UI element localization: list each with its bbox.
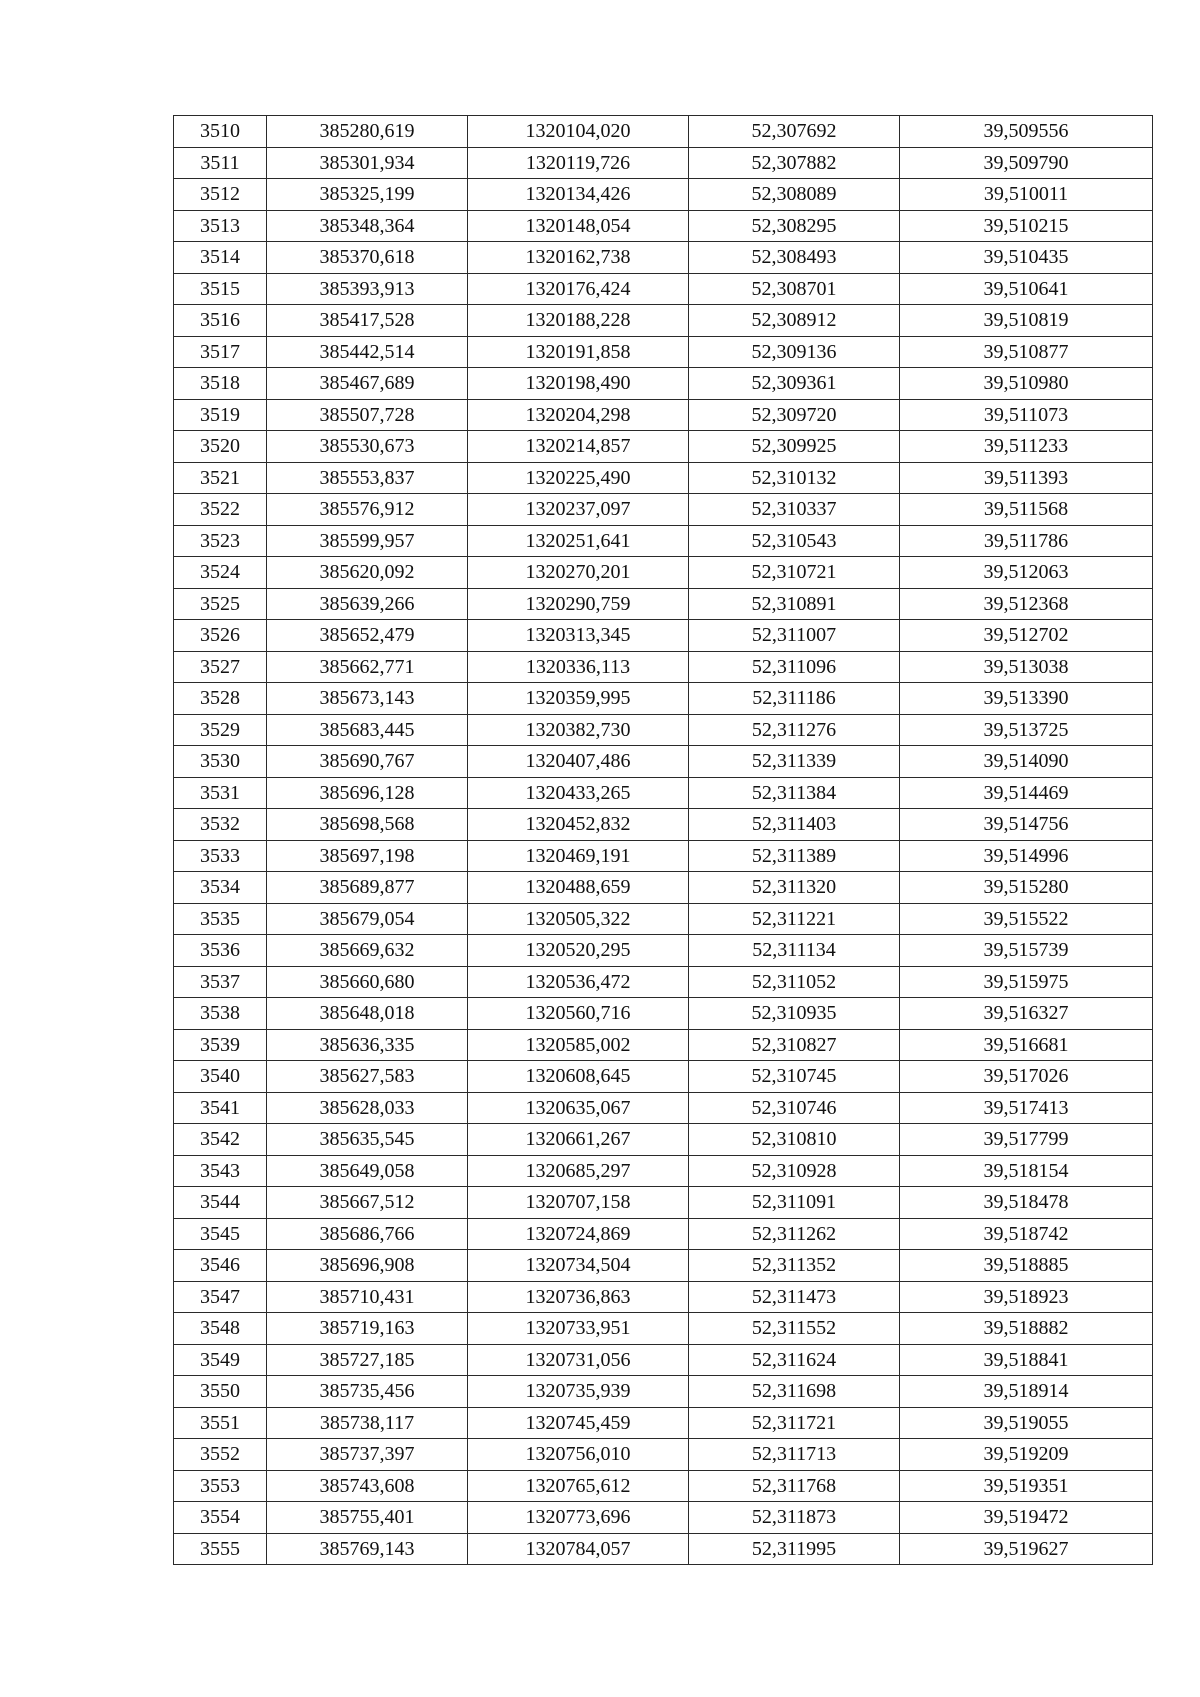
table-row [174, 872, 1153, 904]
table-row [174, 494, 1153, 526]
longitude-cell: 39,510011 [900, 179, 1153, 211]
point-number-cell: 3528 [174, 683, 267, 715]
longitude-cell: 39,512702 [900, 620, 1153, 652]
table-row [174, 1502, 1153, 1534]
point-number-cell: 3521 [174, 462, 267, 494]
x-coordinate-cell: 385727,185 [267, 1344, 468, 1376]
point-number-cell: 3526 [174, 620, 267, 652]
x-coordinate-cell: 385743,608 [267, 1470, 468, 1502]
table-row [174, 746, 1153, 778]
table-row [174, 431, 1153, 463]
y-coordinate-cell: 1320407,486 [468, 746, 689, 778]
x-coordinate-cell: 385667,512 [267, 1187, 468, 1219]
latitude-cell: 52,310337 [689, 494, 900, 526]
x-coordinate-cell: 385652,479 [267, 620, 468, 652]
y-coordinate-cell: 1320784,057 [468, 1533, 689, 1565]
latitude-cell: 52,311384 [689, 777, 900, 809]
y-coordinate-cell: 1320773,696 [468, 1502, 689, 1534]
x-coordinate-cell: 385530,673 [267, 431, 468, 463]
longitude-cell: 39,510980 [900, 368, 1153, 400]
y-coordinate-cell: 1320736,863 [468, 1281, 689, 1313]
latitude-cell: 52,311624 [689, 1344, 900, 1376]
longitude-cell: 39,517026 [900, 1061, 1153, 1093]
table-row [174, 935, 1153, 967]
x-coordinate-cell: 385755,401 [267, 1502, 468, 1534]
table-row [174, 651, 1153, 683]
point-number-cell: 3510 [174, 116, 267, 148]
x-coordinate-cell: 385325,199 [267, 179, 468, 211]
longitude-cell: 39,513390 [900, 683, 1153, 715]
latitude-cell: 52,311768 [689, 1470, 900, 1502]
longitude-cell: 39,518914 [900, 1376, 1153, 1408]
y-coordinate-cell: 1320162,738 [468, 242, 689, 274]
latitude-cell: 52,310827 [689, 1029, 900, 1061]
table-row [174, 620, 1153, 652]
point-number-cell: 3547 [174, 1281, 267, 1313]
x-coordinate-cell: 385669,632 [267, 935, 468, 967]
x-coordinate-cell: 385690,767 [267, 746, 468, 778]
x-coordinate-cell: 385553,837 [267, 462, 468, 494]
x-coordinate-cell: 385348,364 [267, 210, 468, 242]
table-row [174, 210, 1153, 242]
latitude-cell: 52,309361 [689, 368, 900, 400]
longitude-cell: 39,511393 [900, 462, 1153, 494]
longitude-cell: 39,515739 [900, 935, 1153, 967]
longitude-cell: 39,514469 [900, 777, 1153, 809]
latitude-cell: 52,311091 [689, 1187, 900, 1219]
x-coordinate-cell: 385639,266 [267, 588, 468, 620]
longitude-cell: 39,510877 [900, 336, 1153, 368]
y-coordinate-cell: 1320290,759 [468, 588, 689, 620]
longitude-cell: 39,510215 [900, 210, 1153, 242]
y-coordinate-cell: 1320119,726 [468, 147, 689, 179]
y-coordinate-cell: 1320707,158 [468, 1187, 689, 1219]
y-coordinate-cell: 1320469,191 [468, 840, 689, 872]
table-row [174, 147, 1153, 179]
y-coordinate-cell: 1320731,056 [468, 1344, 689, 1376]
table-row [174, 903, 1153, 935]
point-number-cell: 3530 [174, 746, 267, 778]
point-number-cell: 3531 [174, 777, 267, 809]
table-row [174, 305, 1153, 337]
latitude-cell: 52,310810 [689, 1124, 900, 1156]
latitude-cell: 52,311052 [689, 966, 900, 998]
longitude-cell: 39,516681 [900, 1029, 1153, 1061]
y-coordinate-cell: 1320313,345 [468, 620, 689, 652]
point-number-cell: 3554 [174, 1502, 267, 1534]
longitude-cell: 39,515522 [900, 903, 1153, 935]
table-row [174, 1470, 1153, 1502]
latitude-cell: 52,308701 [689, 273, 900, 305]
latitude-cell: 52,308295 [689, 210, 900, 242]
table-row [174, 1218, 1153, 1250]
point-number-cell: 3542 [174, 1124, 267, 1156]
x-coordinate-cell: 385696,908 [267, 1250, 468, 1282]
x-coordinate-cell: 385710,431 [267, 1281, 468, 1313]
longitude-cell: 39,514996 [900, 840, 1153, 872]
latitude-cell: 52,310935 [689, 998, 900, 1030]
point-number-cell: 3513 [174, 210, 267, 242]
point-number-cell: 3540 [174, 1061, 267, 1093]
y-coordinate-cell: 1320198,490 [468, 368, 689, 400]
point-number-cell: 3543 [174, 1155, 267, 1187]
longitude-cell: 39,518478 [900, 1187, 1153, 1219]
latitude-cell: 52,311552 [689, 1313, 900, 1345]
y-coordinate-cell: 1320724,869 [468, 1218, 689, 1250]
point-number-cell: 3516 [174, 305, 267, 337]
y-coordinate-cell: 1320204,298 [468, 399, 689, 431]
point-number-cell: 3545 [174, 1218, 267, 1250]
y-coordinate-cell: 1320585,002 [468, 1029, 689, 1061]
x-coordinate-cell: 385738,117 [267, 1407, 468, 1439]
longitude-cell: 39,510819 [900, 305, 1153, 337]
longitude-cell: 39,511233 [900, 431, 1153, 463]
x-coordinate-cell: 385679,054 [267, 903, 468, 935]
point-number-cell: 3539 [174, 1029, 267, 1061]
point-number-cell: 3515 [174, 273, 267, 305]
latitude-cell: 52,310745 [689, 1061, 900, 1093]
x-coordinate-cell: 385683,445 [267, 714, 468, 746]
y-coordinate-cell: 1320505,322 [468, 903, 689, 935]
point-number-cell: 3520 [174, 431, 267, 463]
point-number-cell: 3519 [174, 399, 267, 431]
longitude-cell: 39,509556 [900, 116, 1153, 148]
table-row [174, 242, 1153, 274]
point-number-cell: 3511 [174, 147, 267, 179]
y-coordinate-cell: 1320104,020 [468, 116, 689, 148]
latitude-cell: 52,309720 [689, 399, 900, 431]
longitude-cell: 39,518841 [900, 1344, 1153, 1376]
longitude-cell: 39,519472 [900, 1502, 1153, 1534]
table-row [174, 1092, 1153, 1124]
point-number-cell: 3552 [174, 1439, 267, 1471]
x-coordinate-cell: 385280,619 [267, 116, 468, 148]
latitude-cell: 52,311134 [689, 935, 900, 967]
table-row [174, 683, 1153, 715]
y-coordinate-cell: 1320214,857 [468, 431, 689, 463]
latitude-cell: 52,307882 [689, 147, 900, 179]
point-number-cell: 3546 [174, 1250, 267, 1282]
point-number-cell: 3535 [174, 903, 267, 935]
latitude-cell: 52,311995 [689, 1533, 900, 1565]
point-number-cell: 3541 [174, 1092, 267, 1124]
longitude-cell: 39,511073 [900, 399, 1153, 431]
y-coordinate-cell: 1320608,645 [468, 1061, 689, 1093]
latitude-cell: 52,311221 [689, 903, 900, 935]
y-coordinate-cell: 1320134,426 [468, 179, 689, 211]
latitude-cell: 52,310891 [689, 588, 900, 620]
latitude-cell: 52,311276 [689, 714, 900, 746]
y-coordinate-cell: 1320685,297 [468, 1155, 689, 1187]
longitude-cell: 39,510435 [900, 242, 1153, 274]
y-coordinate-cell: 1320359,995 [468, 683, 689, 715]
point-number-cell: 3533 [174, 840, 267, 872]
point-number-cell: 3522 [174, 494, 267, 526]
table-row [174, 966, 1153, 998]
point-number-cell: 3532 [174, 809, 267, 841]
table-row [174, 1533, 1153, 1565]
x-coordinate-cell: 385662,771 [267, 651, 468, 683]
y-coordinate-cell: 1320635,067 [468, 1092, 689, 1124]
longitude-cell: 39,517413 [900, 1092, 1153, 1124]
longitude-cell: 39,512063 [900, 557, 1153, 589]
y-coordinate-cell: 1320148,054 [468, 210, 689, 242]
point-number-cell: 3548 [174, 1313, 267, 1345]
y-coordinate-cell: 1320756,010 [468, 1439, 689, 1471]
latitude-cell: 52,311389 [689, 840, 900, 872]
point-number-cell: 3553 [174, 1470, 267, 1502]
y-coordinate-cell: 1320734,504 [468, 1250, 689, 1282]
table-row [174, 1344, 1153, 1376]
latitude-cell: 52,311721 [689, 1407, 900, 1439]
x-coordinate-cell: 385393,913 [267, 273, 468, 305]
latitude-cell: 52,311186 [689, 683, 900, 715]
y-coordinate-cell: 1320382,730 [468, 714, 689, 746]
latitude-cell: 52,311403 [689, 809, 900, 841]
x-coordinate-cell: 385620,092 [267, 557, 468, 589]
longitude-cell: 39,519209 [900, 1439, 1153, 1471]
latitude-cell: 52,308493 [689, 242, 900, 274]
y-coordinate-cell: 1320488,659 [468, 872, 689, 904]
x-coordinate-cell: 385649,058 [267, 1155, 468, 1187]
coordinates-table [173, 115, 1153, 1565]
latitude-cell: 52,308089 [689, 179, 900, 211]
y-coordinate-cell: 1320251,641 [468, 525, 689, 557]
table-row [174, 1439, 1153, 1471]
y-coordinate-cell: 1320765,612 [468, 1470, 689, 1502]
longitude-cell: 39,519627 [900, 1533, 1153, 1565]
x-coordinate-cell: 385769,143 [267, 1533, 468, 1565]
table-row [174, 714, 1153, 746]
y-coordinate-cell: 1320745,459 [468, 1407, 689, 1439]
longitude-cell: 39,518742 [900, 1218, 1153, 1250]
point-number-cell: 3538 [174, 998, 267, 1030]
x-coordinate-cell: 385301,934 [267, 147, 468, 179]
longitude-cell: 39,511786 [900, 525, 1153, 557]
x-coordinate-cell: 385689,877 [267, 872, 468, 904]
point-number-cell: 3555 [174, 1533, 267, 1565]
x-coordinate-cell: 385648,018 [267, 998, 468, 1030]
longitude-cell: 39,514090 [900, 746, 1153, 778]
latitude-cell: 52,311352 [689, 1250, 900, 1282]
point-number-cell: 3550 [174, 1376, 267, 1408]
latitude-cell: 52,311873 [689, 1502, 900, 1534]
point-number-cell: 3524 [174, 557, 267, 589]
point-number-cell: 3512 [174, 179, 267, 211]
point-number-cell: 3534 [174, 872, 267, 904]
table-row [174, 399, 1153, 431]
latitude-cell: 52,308912 [689, 305, 900, 337]
latitude-cell: 52,310721 [689, 557, 900, 589]
y-coordinate-cell: 1320733,951 [468, 1313, 689, 1345]
y-coordinate-cell: 1320452,832 [468, 809, 689, 841]
coordinates-table-body [174, 116, 1153, 1565]
latitude-cell: 52,310543 [689, 525, 900, 557]
longitude-cell: 39,519055 [900, 1407, 1153, 1439]
table-row [174, 368, 1153, 400]
point-number-cell: 3514 [174, 242, 267, 274]
table-row [174, 809, 1153, 841]
table-row [174, 116, 1153, 148]
longitude-cell: 39,518882 [900, 1313, 1153, 1345]
latitude-cell: 52,311096 [689, 651, 900, 683]
point-number-cell: 3551 [174, 1407, 267, 1439]
latitude-cell: 52,310132 [689, 462, 900, 494]
x-coordinate-cell: 385636,335 [267, 1029, 468, 1061]
point-number-cell: 3544 [174, 1187, 267, 1219]
table-row [174, 557, 1153, 589]
table-row [174, 777, 1153, 809]
y-coordinate-cell: 1320433,265 [468, 777, 689, 809]
x-coordinate-cell: 385673,143 [267, 683, 468, 715]
table-row [174, 179, 1153, 211]
y-coordinate-cell: 1320176,424 [468, 273, 689, 305]
latitude-cell: 52,309136 [689, 336, 900, 368]
y-coordinate-cell: 1320270,201 [468, 557, 689, 589]
latitude-cell: 52,310928 [689, 1155, 900, 1187]
x-coordinate-cell: 385719,163 [267, 1313, 468, 1345]
x-coordinate-cell: 385576,912 [267, 494, 468, 526]
longitude-cell: 39,518885 [900, 1250, 1153, 1282]
point-number-cell: 3517 [174, 336, 267, 368]
x-coordinate-cell: 385698,568 [267, 809, 468, 841]
table-row [174, 525, 1153, 557]
longitude-cell: 39,516327 [900, 998, 1153, 1030]
y-coordinate-cell: 1320520,295 [468, 935, 689, 967]
latitude-cell: 52,311713 [689, 1439, 900, 1471]
point-number-cell: 3518 [174, 368, 267, 400]
point-number-cell: 3549 [174, 1344, 267, 1376]
x-coordinate-cell: 385507,728 [267, 399, 468, 431]
y-coordinate-cell: 1320735,939 [468, 1376, 689, 1408]
longitude-cell: 39,509790 [900, 147, 1153, 179]
y-coordinate-cell: 1320536,472 [468, 966, 689, 998]
longitude-cell: 39,518154 [900, 1155, 1153, 1187]
y-coordinate-cell: 1320336,113 [468, 651, 689, 683]
latitude-cell: 52,307692 [689, 116, 900, 148]
longitude-cell: 39,519351 [900, 1470, 1153, 1502]
table-row [174, 1407, 1153, 1439]
latitude-cell: 52,311473 [689, 1281, 900, 1313]
longitude-cell: 39,512368 [900, 588, 1153, 620]
table-row [174, 1029, 1153, 1061]
table-row [174, 1281, 1153, 1313]
table-row [174, 462, 1153, 494]
longitude-cell: 39,513725 [900, 714, 1153, 746]
x-coordinate-cell: 385417,528 [267, 305, 468, 337]
x-coordinate-cell: 385660,680 [267, 966, 468, 998]
latitude-cell: 52,311698 [689, 1376, 900, 1408]
y-coordinate-cell: 1320225,490 [468, 462, 689, 494]
point-number-cell: 3523 [174, 525, 267, 557]
y-coordinate-cell: 1320661,267 [468, 1124, 689, 1156]
longitude-cell: 39,517799 [900, 1124, 1153, 1156]
latitude-cell: 52,311262 [689, 1218, 900, 1250]
point-number-cell: 3527 [174, 651, 267, 683]
table-row [174, 1155, 1153, 1187]
latitude-cell: 52,311339 [689, 746, 900, 778]
table-row [174, 1124, 1153, 1156]
table-row [174, 998, 1153, 1030]
x-coordinate-cell: 385442,514 [267, 336, 468, 368]
y-coordinate-cell: 1320191,858 [468, 336, 689, 368]
longitude-cell: 39,510641 [900, 273, 1153, 305]
x-coordinate-cell: 385628,033 [267, 1092, 468, 1124]
longitude-cell: 39,514756 [900, 809, 1153, 841]
x-coordinate-cell: 385635,545 [267, 1124, 468, 1156]
x-coordinate-cell: 385627,583 [267, 1061, 468, 1093]
table-row [174, 840, 1153, 872]
point-number-cell: 3525 [174, 588, 267, 620]
table-row [174, 1376, 1153, 1408]
table-row [174, 588, 1153, 620]
longitude-cell: 39,513038 [900, 651, 1153, 683]
longitude-cell: 39,511568 [900, 494, 1153, 526]
longitude-cell: 39,515975 [900, 966, 1153, 998]
table-row [174, 1313, 1153, 1345]
x-coordinate-cell: 385696,128 [267, 777, 468, 809]
x-coordinate-cell: 385737,397 [267, 1439, 468, 1471]
x-coordinate-cell: 385467,689 [267, 368, 468, 400]
x-coordinate-cell: 385599,957 [267, 525, 468, 557]
table-row [174, 1187, 1153, 1219]
point-number-cell: 3537 [174, 966, 267, 998]
y-coordinate-cell: 1320237,097 [468, 494, 689, 526]
x-coordinate-cell: 385697,198 [267, 840, 468, 872]
table-row [174, 273, 1153, 305]
x-coordinate-cell: 385370,618 [267, 242, 468, 274]
y-coordinate-cell: 1320188,228 [468, 305, 689, 337]
longitude-cell: 39,518923 [900, 1281, 1153, 1313]
x-coordinate-cell: 385735,456 [267, 1376, 468, 1408]
latitude-cell: 52,311007 [689, 620, 900, 652]
table-row [174, 1250, 1153, 1282]
table-row [174, 336, 1153, 368]
longitude-cell: 39,515280 [900, 872, 1153, 904]
y-coordinate-cell: 1320560,716 [468, 998, 689, 1030]
point-number-cell: 3529 [174, 714, 267, 746]
table-row [174, 1061, 1153, 1093]
latitude-cell: 52,310746 [689, 1092, 900, 1124]
latitude-cell: 52,311320 [689, 872, 900, 904]
x-coordinate-cell: 385686,766 [267, 1218, 468, 1250]
latitude-cell: 52,309925 [689, 431, 900, 463]
point-number-cell: 3536 [174, 935, 267, 967]
